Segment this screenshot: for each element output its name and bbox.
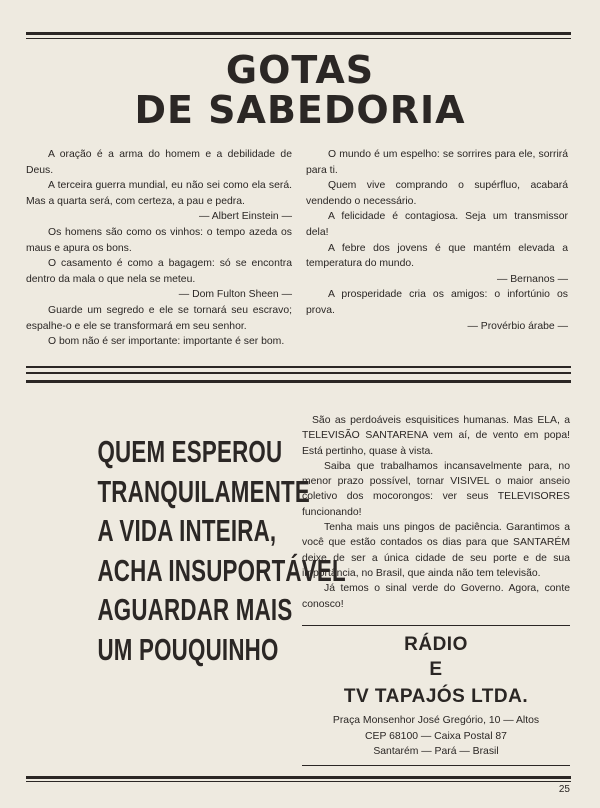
middle-rule-thick xyxy=(26,372,571,374)
ad-headline xyxy=(97,432,346,669)
page-title-line2: DE SABEDORIA xyxy=(134,88,466,132)
top-rule-thick xyxy=(26,32,571,35)
quote-text: O mundo é um espelho: se sorrires para ele, sorrirá para ti. xyxy=(306,149,568,176)
signature-bottom-rule xyxy=(302,765,570,766)
bottom-rule-thick xyxy=(26,776,571,779)
quotes-left-column xyxy=(26,147,292,350)
headline-line: AGUARDAR MAIS xyxy=(97,592,293,627)
ad-body-text xyxy=(302,413,570,612)
quote-text: Os homens são como os vinhos: o tempo azeda os maus e apura os bons. xyxy=(26,226,292,254)
headline-line: ACHA INSUPORTÁVEL xyxy=(97,552,346,588)
quote-text: Quem vive comprando o supérfluo, acabará vendendo o necessário. xyxy=(306,180,568,207)
bottom-rule-thin xyxy=(26,781,571,782)
ad-paragraph: Saiba que trabalhamos incansavelmente para, no menor prazo possível, tornar VISIVEL o maior anseio coletivo dos mocorongos: ver seus TELEVISORES funcionando! xyxy=(302,460,570,518)
signature-company: TV TAPAJÓS LTDA. xyxy=(343,686,529,707)
signature-address-1: Praça Monsenhor José Gregório, 10 — Altos xyxy=(332,715,540,726)
quote-attribution: — Bernanos — xyxy=(496,273,568,285)
headline-line: UM POUQUINHO xyxy=(97,631,279,667)
quote-text: A oração é a arma do homem e a debilidade de Deus. xyxy=(26,149,292,176)
headline-line: QUEM ESPEROU xyxy=(97,434,283,469)
signature-address-2: CEP 68100 — Caixa Postal 87 xyxy=(365,730,507,742)
headline-line: TRANQUILAMENTE xyxy=(97,473,311,509)
middle-rule-lower xyxy=(26,380,571,383)
ad-paragraph: São as perdoáveis esquisitices humanas. Mas ELA, a TELEVISÃO SANTARENA vem aí, de vento em popa! Está pertinho, quase à vista. xyxy=(302,415,570,457)
quote-attribution: — Dom Fulton Sheen — xyxy=(178,289,292,301)
signature-radio: RÁDIO xyxy=(404,634,468,655)
ad-paragraph: Já temos o sinal verde do Governo. Agora, conte conosco! xyxy=(302,583,570,610)
top-rule-thin xyxy=(26,38,571,39)
quote-text: A felicidade é contagiosa. Seja um transmissor dela! xyxy=(306,211,568,238)
page-number: 25 xyxy=(558,784,570,795)
quote-attribution: — Albert Einstein — xyxy=(199,211,292,223)
quote-text: A prosperidade cria os amigos: o infortúnio os prova. xyxy=(306,289,568,316)
signature-rule xyxy=(302,625,570,626)
ad-paragraph: Tenha mais uns pingos de paciência. Garantimos a você que estão contados os dias para que SANTARÉM deixe de ser a única cidade de seu porte e de sua importância, no Brasil, que ainda não tem televisão. xyxy=(302,522,570,579)
ad-signature xyxy=(302,632,570,760)
quote-attribution: — Provérbio árabe — xyxy=(467,320,568,332)
quotes-right-column xyxy=(306,147,568,334)
signature-e: E xyxy=(429,659,443,680)
quote-text: A terceira guerra mundial, eu não sei como ela será. Mas a quarta será, com certeza, a pau e pedra. xyxy=(26,180,292,207)
page-title-line1: GOTAS xyxy=(225,48,375,92)
middle-rule-thin xyxy=(26,366,571,368)
quote-text: O bom não é ser importante: importante é ser bom. xyxy=(48,336,285,348)
headline-line: A VIDA INTEIRA, xyxy=(97,513,277,548)
quote-text: Guarde um segredo e ele se tornará seu escravo; espalhe-o e ele se transformará em seu senhor. xyxy=(26,304,292,332)
quote-text: O casamento é como a bagagem: só se encontra dentro da mala o que nela se meteu. xyxy=(26,258,292,285)
quote-text: A febre dos jovens é que mantém elevada a temperatura do mundo. xyxy=(306,242,568,270)
signature-address-3: Santarém — Pará — Brasil xyxy=(373,746,499,757)
